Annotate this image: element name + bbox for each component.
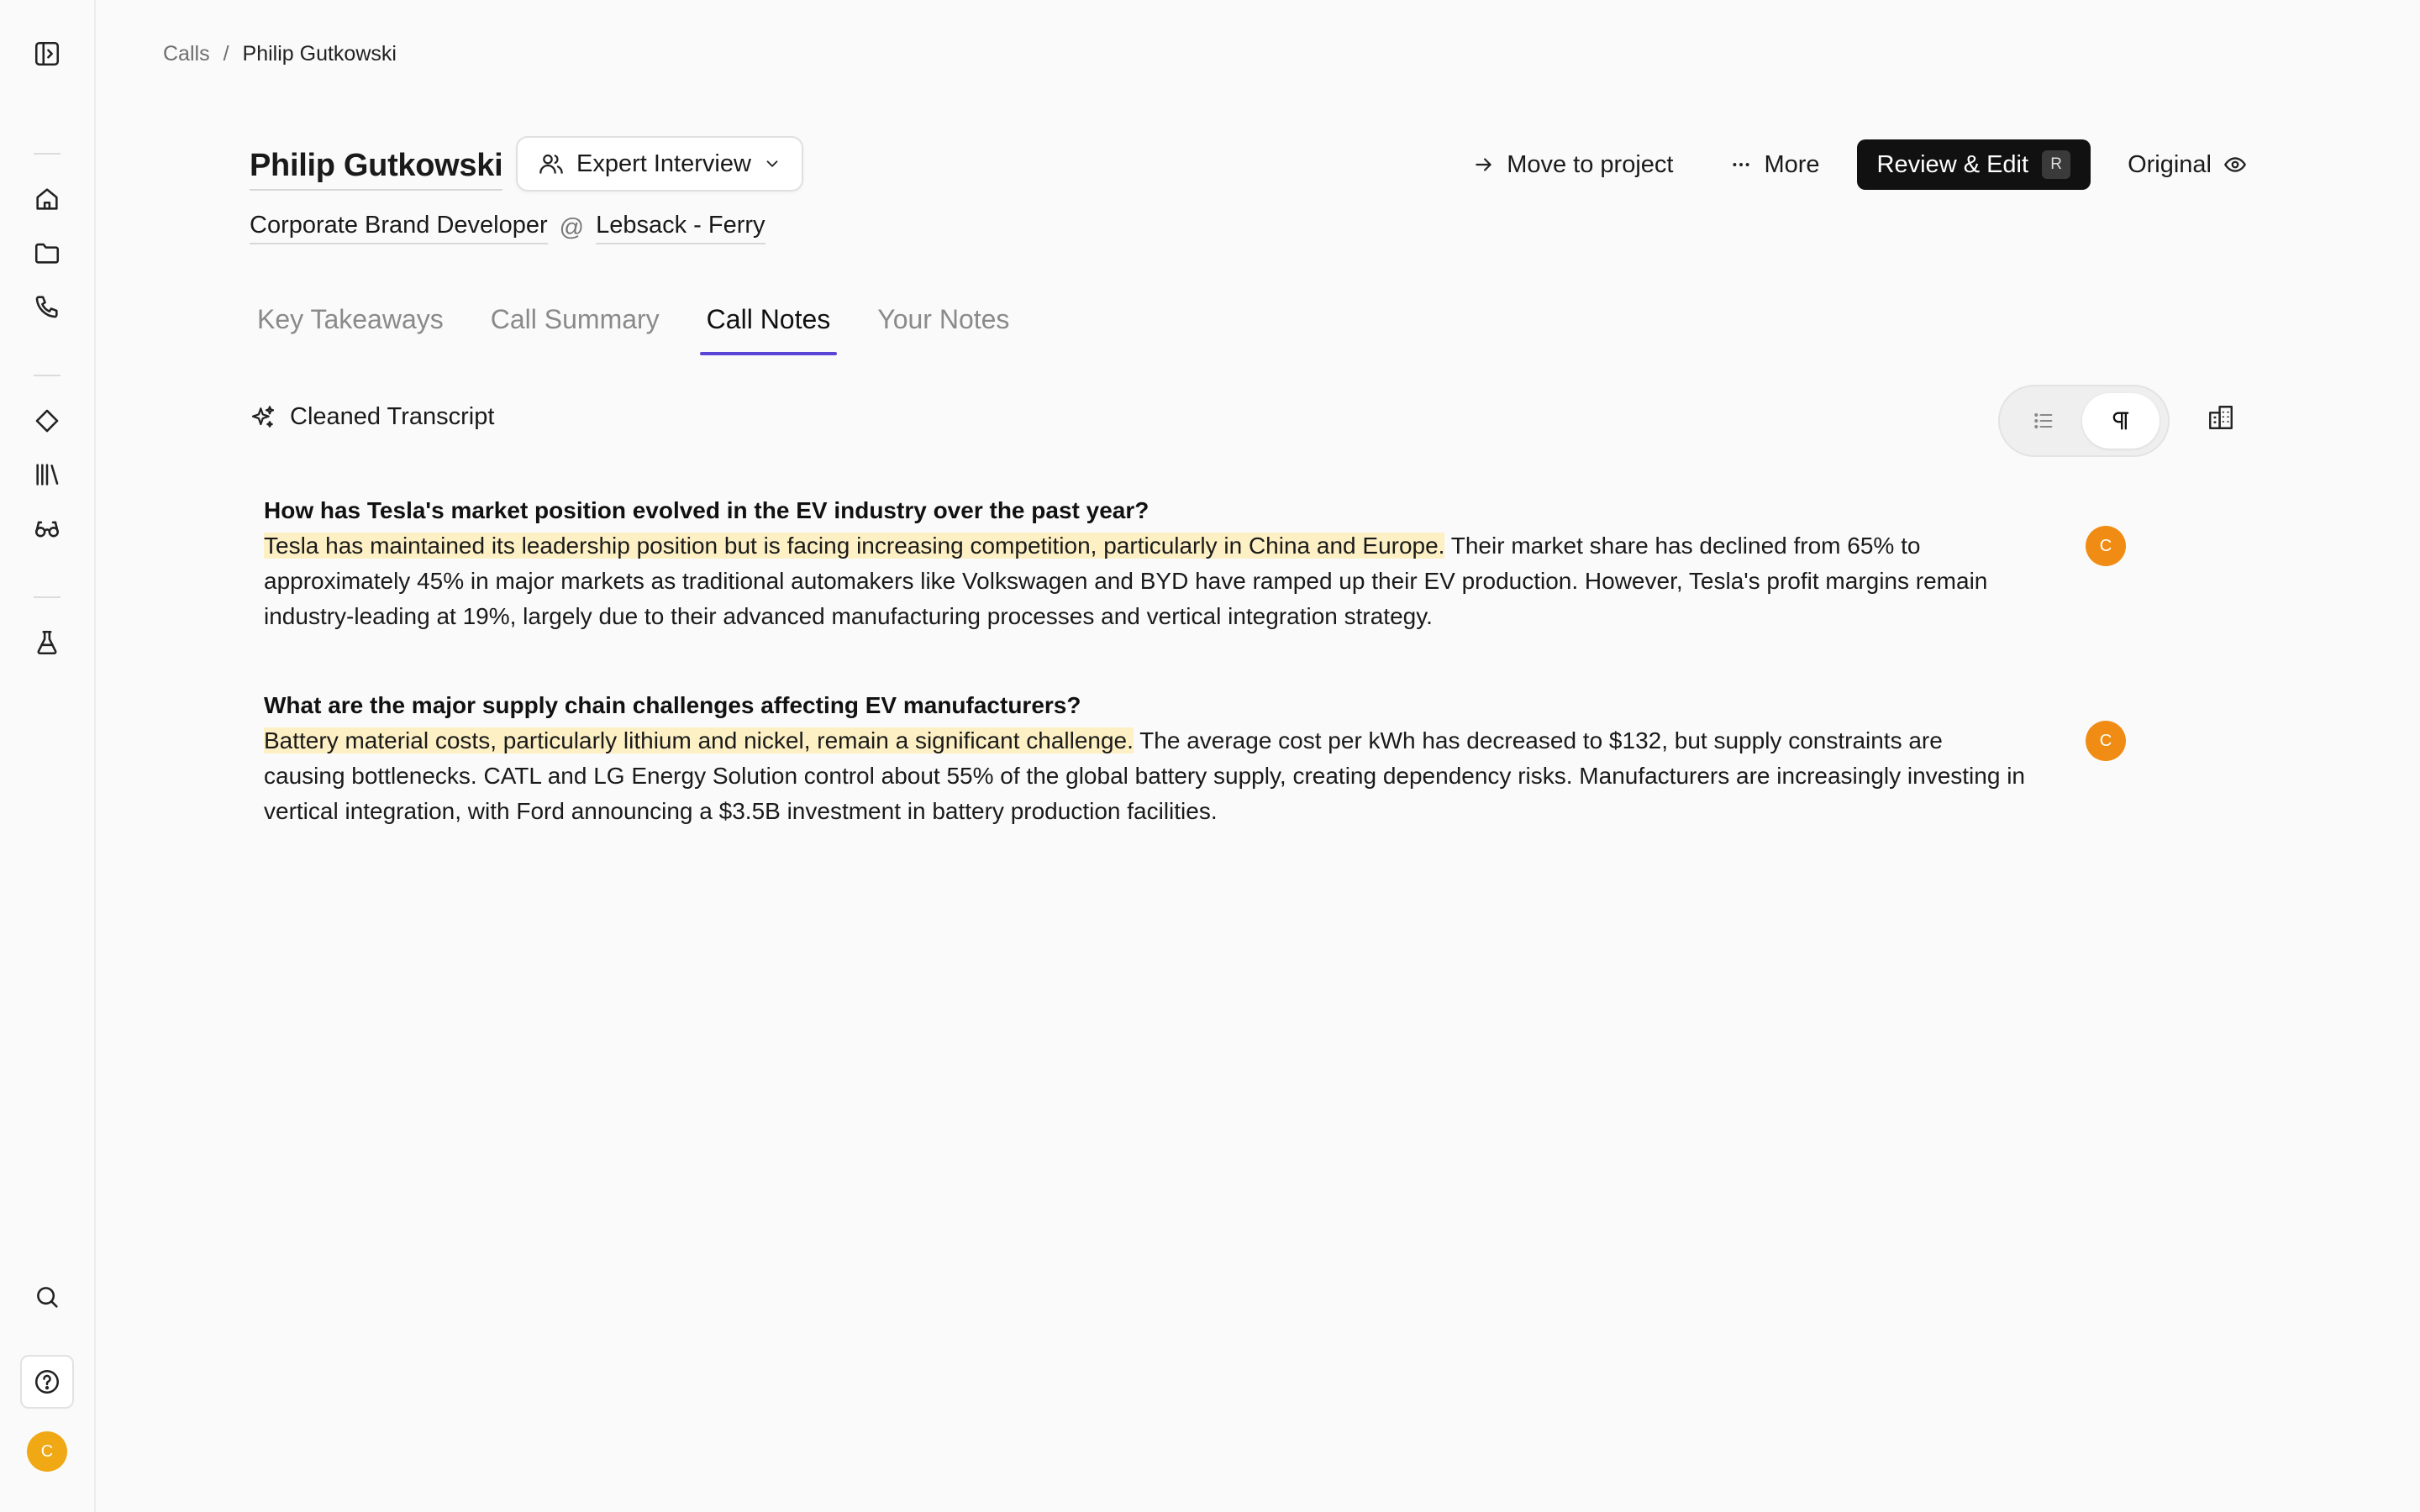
search-icon[interactable] [28,1278,66,1316]
glasses-icon[interactable] [28,509,66,548]
call-type-label: Expert Interview [576,150,751,177]
call-type-dropdown[interactable] [516,136,803,192]
users-icon [538,150,565,177]
sidebar-divider [34,375,60,376]
breadcrumb [163,42,397,66]
tab-your-notes[interactable]: Your Notes [877,304,1010,334]
pilcrow-icon [2109,409,2133,433]
diamond-icon[interactable] [28,402,66,440]
eye-icon [2223,153,2247,176]
list-view-button[interactable] [2005,393,2082,449]
expert-company[interactable]: Lebsack - Ferry [596,212,765,244]
answer-highlight[interactable]: Battery material costs, particularly lithium and nickel, remain a significant challenge. [264,727,1134,753]
transcript-answer [264,528,2028,634]
transcript-answer [264,723,2028,829]
sidebar [0,0,96,1512]
breadcrumb-current: Philip Gutkowski [242,42,397,66]
folder-icon[interactable] [28,234,66,272]
list-icon [2032,409,2055,433]
transcript-item [264,493,2028,634]
expert-role[interactable]: Corporate Brand Developer [250,212,548,244]
tab-call-summary[interactable]: Call Summary [490,304,660,334]
arrow-right-icon [1473,154,1495,176]
flask-icon[interactable] [28,623,66,662]
sidebar-divider [34,153,60,155]
section-header [250,403,494,431]
building-icon[interactable] [2207,403,2244,440]
expert-subtitle [250,212,765,244]
transcript-item [264,688,2028,829]
transcript-question: How has Tesla's market position evolved in the EV industry over the past year? [264,497,1150,523]
original-button[interactable] [2128,151,2247,179]
header-actions [1473,139,2247,190]
more-dots-icon [1730,154,1752,176]
home-icon[interactable] [28,180,66,218]
transcript-question: What are the major supply chain challenges affecting EV manufacturers? [264,692,1081,718]
at-separator: @ [559,214,585,241]
more-label: More [1764,150,1820,178]
sparkles-icon [250,404,276,431]
original-label: Original [2128,150,2212,178]
speaker-avatar[interactable]: C [2086,721,2126,761]
move-to-project-label: Move to project [1507,150,1674,178]
view-mode-toggle [1998,385,2170,457]
sidebar-divider [34,596,60,598]
answer-text: Their market share has declined from 65% to approximately 45% in major markets as traditional automakers like Volkswagen and BYD have ramped up their EV production. However, Tesla's profit margins remain industry-leading at 19%, largely due to their advanced manufacturing processes and vertical integration strategy. [264,533,1988,629]
page-title[interactable]: Philip Gutkowski [250,148,502,191]
section-title: Cleaned Transcript [290,403,495,430]
library-icon[interactable] [28,455,66,494]
tab-call-notes[interactable]: Call Notes [700,304,838,354]
review-edit-label: Review & Edit [1876,150,2029,178]
help-icon [33,1368,61,1396]
paragraph-view-button[interactable] [2082,393,2160,449]
more-button[interactable] [1730,151,1819,179]
phone-icon[interactable] [28,287,66,326]
sidebar-toggle-icon[interactable] [28,34,66,73]
shortcut-badge: R [2042,150,2070,179]
chevron-down-icon [763,155,781,173]
breadcrumb-separator: / [223,42,229,66]
move-to-project-button[interactable] [1473,151,1673,179]
speaker-avatar[interactable]: C [2086,526,2126,566]
answer-highlight[interactable]: Tesla has maintained its leadership position but is facing increasing competition, particularly in China and Europe. [264,533,1445,559]
review-edit-button[interactable] [1857,139,2091,190]
breadcrumb-calls-link[interactable]: Calls [163,42,210,66]
answer-text: The average cost per kWh has decreased to $132, but supply constraints are causing bottlenecks. CATL and LG Energy Solution control about 55% of the global battery supply, creating dependency risks. Manufacturers are increasingly investing in vertical integration, with Ford announcing a $3.5B investment in battery production facilities. [264,727,2025,824]
tab-key-takeaways[interactable]: Key Takeaways [257,304,444,334]
user-avatar[interactable]: C [27,1431,67,1472]
tab-bar [250,304,1050,354]
help-button[interactable] [20,1355,74,1409]
